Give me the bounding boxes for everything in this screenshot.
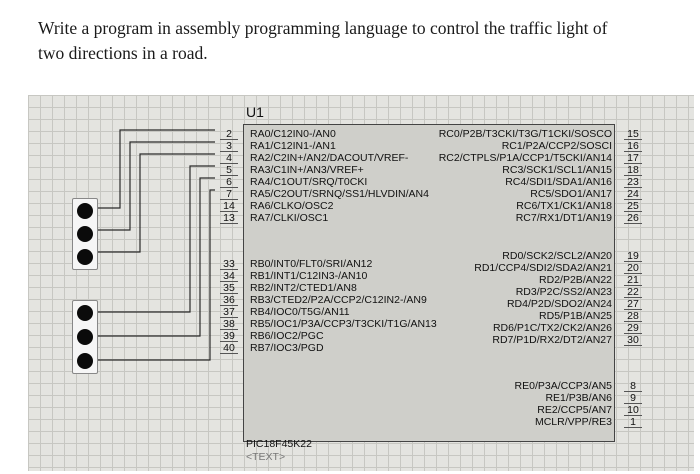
pin-numbers-port-a: 2 3 4 5 6 7 14 13 — [220, 128, 238, 224]
traffic-light-direction-2 — [72, 300, 98, 374]
green-lamp-icon — [77, 249, 93, 265]
pin-numbers-port-c: 15 16 17 18 23 24 25 26 — [624, 128, 642, 224]
question-line-2: two directions in a road. — [38, 43, 208, 63]
pin-numbers-port-b: 33 34 35 36 37 38 39 40 — [220, 258, 238, 354]
port-c-pin-names: RC0/P2B/T3CKI/T3G/T1CKI/SOSCO RC1/P2A/CCP2/SOSCI RC2/CTPLS/P1A/CCP1/T5CKI/AN14 RC3/SCK1/SCL1/AN15 RC4/SDI1/SDA1/AN16 RC5/SDO1/AN17 RC6/TX1/CK1/AN18 RC7/RX1/DT1/AN19 — [438, 128, 612, 224]
text-placeholder-label: <TEXT> — [246, 451, 286, 463]
red-lamp-icon — [77, 305, 93, 321]
traffic-light-direction-1 — [72, 198, 98, 270]
pin-numbers-port-e: 8 9 10 1 — [624, 380, 642, 428]
yellow-lamp-icon — [77, 329, 93, 345]
port-e-pin-names: RE0/P3A/CCP3/AN5 RE1/P3B/AN6 RE2/CCP5/AN7 MCLR/VPP/RE3 — [514, 380, 612, 428]
part-name-label: PIC18F45K22 — [246, 438, 312, 450]
chip-reference-label: U1 — [246, 104, 264, 120]
red-lamp-icon — [77, 203, 93, 219]
pin-numbers-port-d: 19 20 21 22 27 28 29 30 — [624, 250, 642, 346]
yellow-lamp-icon — [77, 226, 93, 242]
green-lamp-icon — [77, 353, 93, 369]
question-line-1: Write a program in assembly programming language to control the traffic light of — [38, 18, 608, 38]
port-b-pin-names: RB0/INT0/FLT0/SRI/AN12 RB1/INT1/C12IN3-/AN10 RB2/INT2/CTED1/AN8 RB3/CTED2/P2A/CCP2/C12IN2-/AN9 RB4/IOC0/T5G/AN11 RB5/IOC1/P3A/CCP3/T3CKI/T1G/AN13 RB6/IOC2/PGC RB7/IOC3/PGD — [250, 258, 437, 354]
port-a-pin-names: RA0/C12IN0-/AN0 RA1/C12IN1-/AN1 RA2/C2IN+/AN2/DACOUT/VREF- RA3/C1IN+/AN3/VREF+ RA4/C1OUT/SRQ/T0CKI RA5/C2OUT/SRNQ/SS1/HLVDIN/AN4 RA6/CLKO/OSC2 RA7/CLKI/OSC1 — [250, 128, 429, 224]
port-d-pin-names: RD0/SCK2/SCL2/AN20 RD1/CCP4/SDI2/SDA2/AN21 RD2/P2B/AN22 RD3/P2C/SS2/AN23 RD4/P2D/SDO2/AN24 RD5/P1B/AN25 RD6/P1C/TX2/CK2/AN26 RD7/P1D/RX2/DT2/AN27 — [474, 250, 612, 346]
